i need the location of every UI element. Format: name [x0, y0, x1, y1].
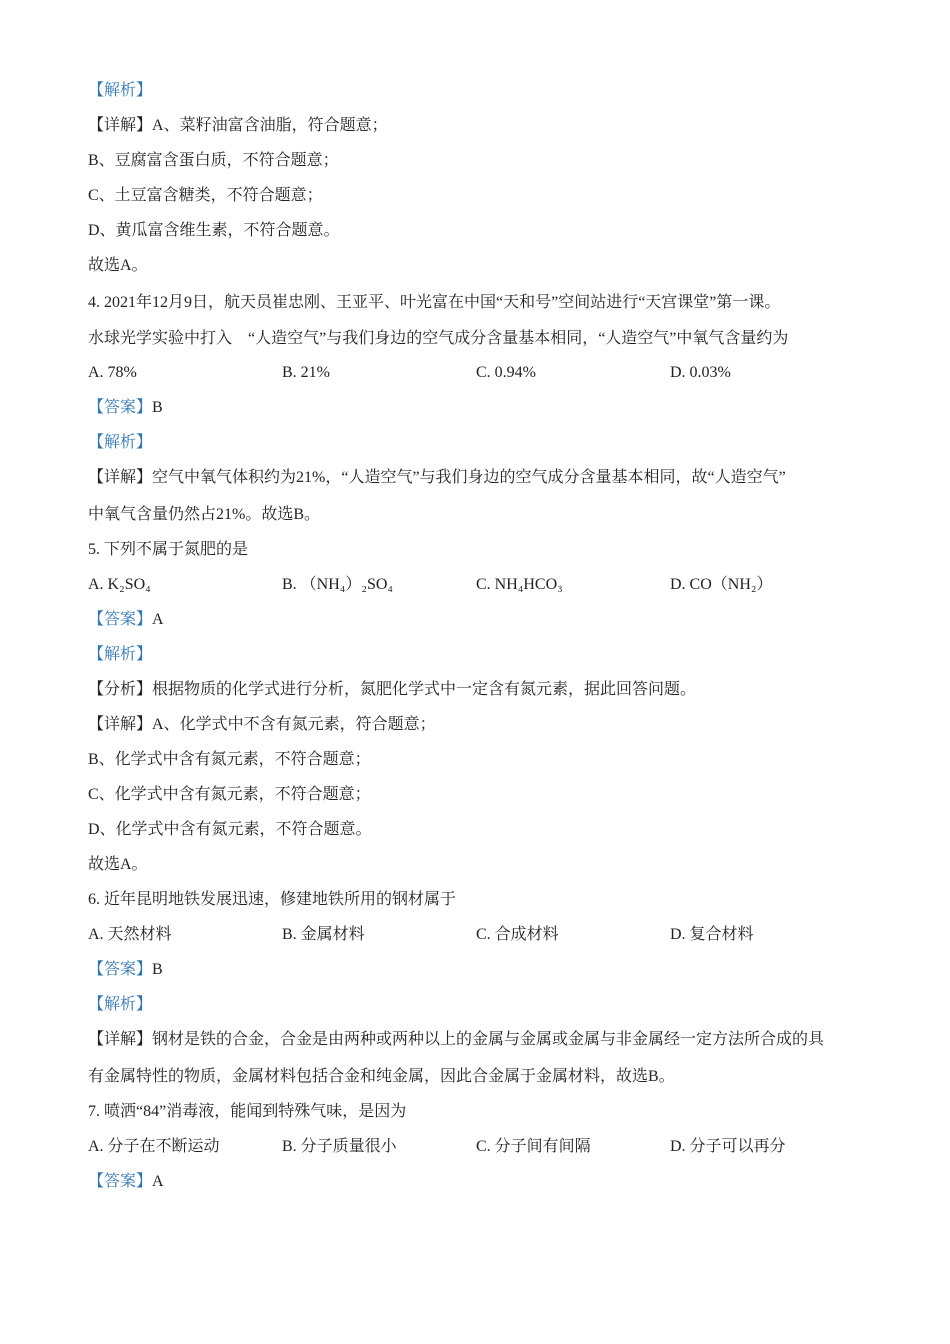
q4-option-d: D. 0.03% — [670, 364, 731, 381]
q4-detail-1: 【详解】空气中氧气体积约为21%，“人造空气”与我们身边的空气成分含量基本相同，故“人造空气” — [88, 469, 786, 486]
q5-answer: 【答案】A — [88, 611, 164, 628]
q4-option-c: C. 0.94% — [476, 364, 536, 381]
q6-answer: 【答案】B — [88, 961, 163, 978]
q4-option-b: B. 21% — [282, 364, 330, 381]
q4-jiexi-heading: 【解析】 — [88, 434, 153, 451]
q4-stem-2: 水球光学实验中打入 “人造空气”与我们身边的空气成分含量基本相同，“人造空气”中氧气含量约为 — [88, 330, 789, 347]
q5-conclusion: 故选A。 — [88, 856, 148, 873]
q7-option-b: B. 分子质量很小 — [282, 1138, 397, 1155]
q7-stem: 7. 喷洒“84”消毒液，能闻到特殊气味，是因为 — [88, 1103, 407, 1120]
q5-analysis: 【分析】根据物质的化学式进行分析，氮肥化学式中一定含有氮元素，据此回答问题。 — [88, 681, 697, 698]
q3-detail-a: 【详解】A、菜籽油富含油脂，符合题意； — [88, 117, 388, 134]
q5-detail-a: 【详解】A、化学式中不含有氮元素，符合题意； — [88, 716, 436, 733]
q5-option-b: B. （NH₄）₂SO₄ — [282, 576, 393, 593]
q7-option-c: C. 分子间有间隔 — [476, 1138, 591, 1155]
q4-option-a: A. 78% — [88, 364, 137, 381]
q5-jiexi-heading: 【解析】 — [88, 646, 153, 663]
q3-line-d: D、黄瓜富含维生素，不符合题意。 — [88, 222, 340, 239]
q6-option-d: D. 复合材料 — [670, 926, 754, 943]
q6-option-c: C. 合成材料 — [476, 926, 559, 943]
q7-answer: 【答案】A — [88, 1173, 164, 1190]
q6-stem: 6. 近年昆明地铁发展迅速，修建地铁所用的钢材属于 — [88, 891, 457, 908]
q6-option-b: B. 金属材料 — [282, 926, 365, 943]
q6-option-a: A. 天然材料 — [88, 926, 172, 943]
q5-option-d: D. CO（NH₂） — [670, 576, 773, 593]
q6-detail-2: 有金属特性的物质，金属材料包括合金和纯金属，因此合金属于金属材料，故选B。 — [88, 1068, 675, 1085]
q4-detail-2: 中氧气含量仍然占21%。故选B。 — [88, 506, 321, 523]
q3-conclusion: 故选A。 — [88, 257, 148, 274]
q6-detail-1: 【详解】钢材是铁的合金，合金是由两种或两种以上的金属与金属或金属与非金属经一定方法所合成的具 — [88, 1031, 825, 1048]
q5-line-b: B、化学式中含有氮元素，不符合题意； — [88, 751, 371, 768]
q7-option-a: A. 分子在不断运动 — [88, 1138, 220, 1155]
q5-option-a: A. K₂SO₄ — [88, 576, 151, 593]
q7-option-d: D. 分子可以再分 — [670, 1138, 786, 1155]
q6-jiexi-heading: 【解析】 — [88, 996, 153, 1013]
q5-line-c: C、化学式中含有氮元素，不符合题意； — [88, 786, 371, 803]
q4-stem-1: 4. 2021年12月9日，航天员崔忠刚、王亚平、叶光富在中国“天和号”空间站进行“天宫课堂”第一课。 — [88, 294, 781, 311]
q4-answer: 【答案】B — [88, 399, 163, 416]
q3-line-c: C、土豆富含糖类，不符合题意； — [88, 187, 323, 204]
q5-option-c: C. NH₄HCO₃ — [476, 576, 563, 593]
q5-line-d: D、化学式中含有氮元素，不符合题意。 — [88, 821, 372, 838]
q3-line-b: B、豆腐富含蛋白质，不符合题意； — [88, 152, 339, 169]
q3-jiexi-heading: 【解析】 — [88, 82, 153, 99]
q5-stem: 5. 下列不属于氮肥的是 — [88, 541, 249, 558]
